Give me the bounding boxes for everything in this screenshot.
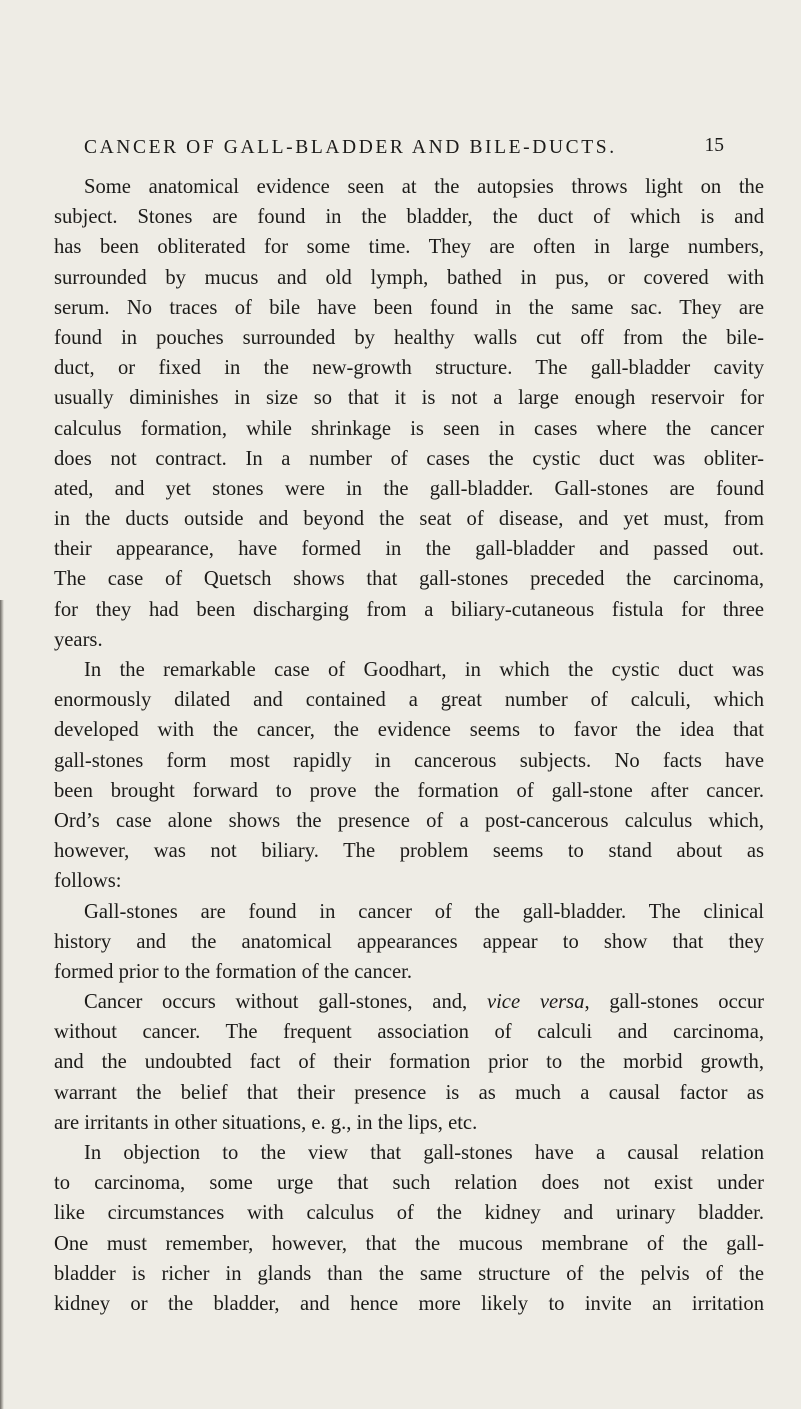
text-line: warrant the belief that their presence is as much a causal factor as	[54, 1081, 764, 1104]
text-line: their appearance, have formed in the gall-bladder and passed out.	[54, 538, 764, 561]
text-line: Cancer occurs without gall-stones, and, vice versa, gall-stones occur	[84, 991, 765, 1014]
text-line: surrounded by mucus and old lymph, bathed in pus, or covered with	[54, 266, 764, 289]
text-line: subject. Stones are found in the bladder, the duct of which is and	[54, 206, 764, 229]
text-line: One must remember, however, that the mucous membrane of the gall-	[54, 1232, 764, 1255]
body-text	[54, 172, 764, 1319]
text-line: history and the anatomical appearances appear to show that they	[54, 930, 764, 953]
running-title: CANCER OF GALL-BLADDER AND BILE-DUCTS.	[84, 137, 617, 158]
text-line: Gall-stones are found in cancer of the gall-bladder. The clinical	[84, 900, 764, 923]
text-line: formed prior to the formation of the cancer.	[54, 960, 412, 983]
text-line: kidney or the bladder, and hence more likely to invite an irritation	[54, 1292, 764, 1315]
text-line: follows:	[54, 870, 122, 893]
italic-phrase: vice versa	[486, 991, 585, 1014]
text-line: developed with the cancer, the evidence seems to favor the idea that	[54, 719, 764, 742]
text-line: does not contract. In a number of cases the cystic duct was obliter-	[54, 447, 764, 470]
text-line: usually diminishes in size so that it is not a large enough reservoir for	[54, 387, 764, 410]
text-line: enormously dilated and contained a great number of calculi, which	[54, 689, 764, 712]
page-edge-shadow	[0, 600, 4, 1409]
text-line: been brought forward to prove the formation of gall-stone after cancer.	[54, 779, 764, 802]
text-line: found in pouches surrounded by healthy walls cut off from the bile-	[54, 326, 764, 349]
text-line: to carcinoma, some urge that such relation does not exist under	[54, 1172, 764, 1195]
text-line: like circumstances with calculus of the kidney and urinary bladder.	[54, 1202, 764, 1225]
text-line: In objection to the view that gall-stones have a causal relation	[84, 1142, 764, 1164]
text-line: Some anatomical evidence seen at the autopsies throws light on the	[84, 176, 764, 198]
text-line: for they had been discharging from a biliary-cutaneous fistula for three	[54, 598, 764, 621]
text-line: In the remarkable case of Goodhart, in which the cystic duct was	[84, 659, 764, 681]
text-line: The case of Quetsch shows that gall-stones preceded the carcinoma,	[54, 568, 764, 591]
page-number: 15	[704, 135, 724, 156]
text-line: has been obliterated for some time. They are often in large numbers,	[54, 236, 764, 259]
text-line: duct, or fixed in the new-growth structure. The gall-bladder cavity	[54, 357, 764, 380]
text-line: however, was not biliary. The problem seems to stand about as	[54, 840, 764, 863]
text-line: calculus formation, while shrinkage is seen in cases where the cancer	[54, 417, 764, 440]
text-line: Ord’s case alone shows the presence of a post-cancerous calculus which,	[54, 809, 764, 832]
text-line: years.	[54, 628, 103, 651]
text-line: without cancer. The frequent association of calculi and carcinoma,	[54, 1021, 764, 1044]
text-line: in the ducts outside and beyond the seat of disease, and yet must, from	[54, 508, 764, 531]
running-header	[84, 137, 724, 167]
text-line: bladder is richer in glands than the same structure of the pelvis of the	[54, 1262, 764, 1285]
text-line: serum. No traces of bile have been found in the same sac. They are	[54, 296, 764, 319]
text-line: are irritants in other situations, e. g., in the lips, etc.	[54, 1111, 478, 1134]
text-line: and the undoubted fact of their formation prior to the morbid growth,	[54, 1051, 764, 1074]
text-line: ated, and yet stones were in the gall-bladder. Gall-stones are found	[54, 477, 764, 500]
text-line: gall-stones form most rapidly in cancerous subjects. No facts have	[54, 749, 764, 772]
